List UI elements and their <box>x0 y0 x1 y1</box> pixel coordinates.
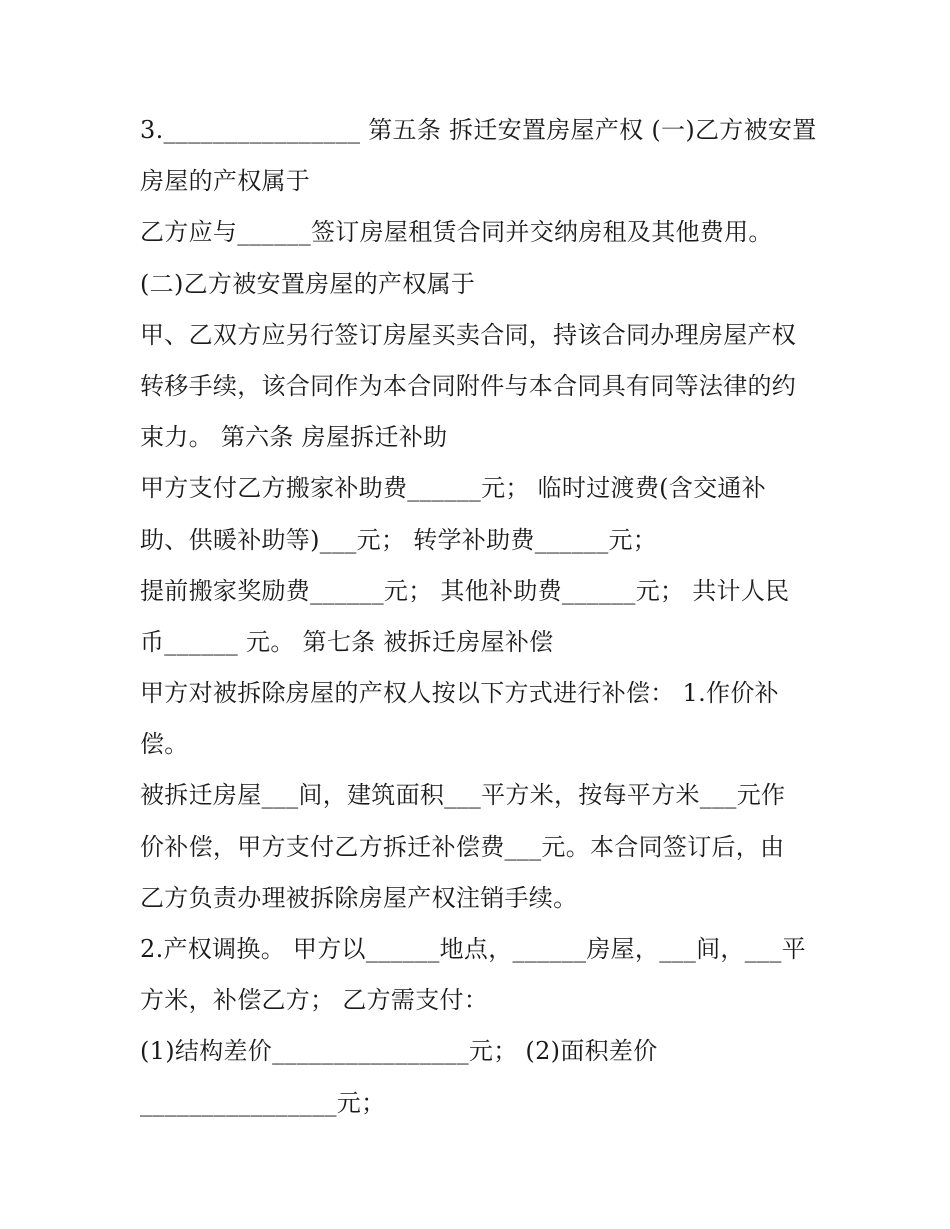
text-line: 3.________________ 第五条 拆迁安置房屋产权 (一)乙方被安置 <box>140 116 817 144</box>
text-line: 束力。 第六条 房屋拆迁补助 <box>140 423 448 452</box>
text-line: 被拆迁房屋___间，建筑面积___平方米，按每平方米___元作 <box>140 781 786 810</box>
text-line: 方米，补偿乙方； 乙方需支付： <box>140 986 489 1015</box>
text-line: 甲方对被拆除房屋的产权人按以下方式进行补偿： 1.作价补 <box>140 679 779 708</box>
text-line: 甲、乙双方应另行签订房屋买卖合同，持该合同办理房屋产权 <box>140 320 797 349</box>
text-line: 助、供暖补助等)___元； 转学补助费______元； <box>140 525 658 554</box>
text-line: 甲方支付乙方搬家补助费______元； 临时过渡费(含交通补 <box>140 474 766 503</box>
document-body <box>140 105 820 1129</box>
text-line: 币______ 元。 第七条 被拆迁房屋补偿 <box>140 627 554 656</box>
text-line: 提前搬家奖励费______元； 其他补助费______元； 共计人民 <box>140 576 790 605</box>
text-line: 2.产权调换。 甲方以______地点，______房屋，___间，___平 <box>140 935 806 963</box>
text-line: 价补偿，甲方支付乙方拆迁补偿费___元。本合同签订后，由 <box>140 832 785 861</box>
text-line: 转移手续，该合同作为本合同附件与本合同具有同等法律的约 <box>140 371 797 400</box>
text-line: (1)结构差价________________元； (2)面积差价 <box>140 1037 658 1066</box>
text-line: 乙方负责办理被拆除房屋产权注销手续。 <box>140 883 578 912</box>
text-line: 乙方应与______签订房屋租赁合同并交纳房租及其他费用。 <box>140 218 773 247</box>
text-line: ________________元； <box>140 1088 386 1117</box>
text-line: (二)乙方被安置房屋的产权属于 <box>140 269 476 298</box>
text-line: 房屋的产权属于 <box>140 167 311 196</box>
text-line: 偿。 <box>140 730 189 759</box>
